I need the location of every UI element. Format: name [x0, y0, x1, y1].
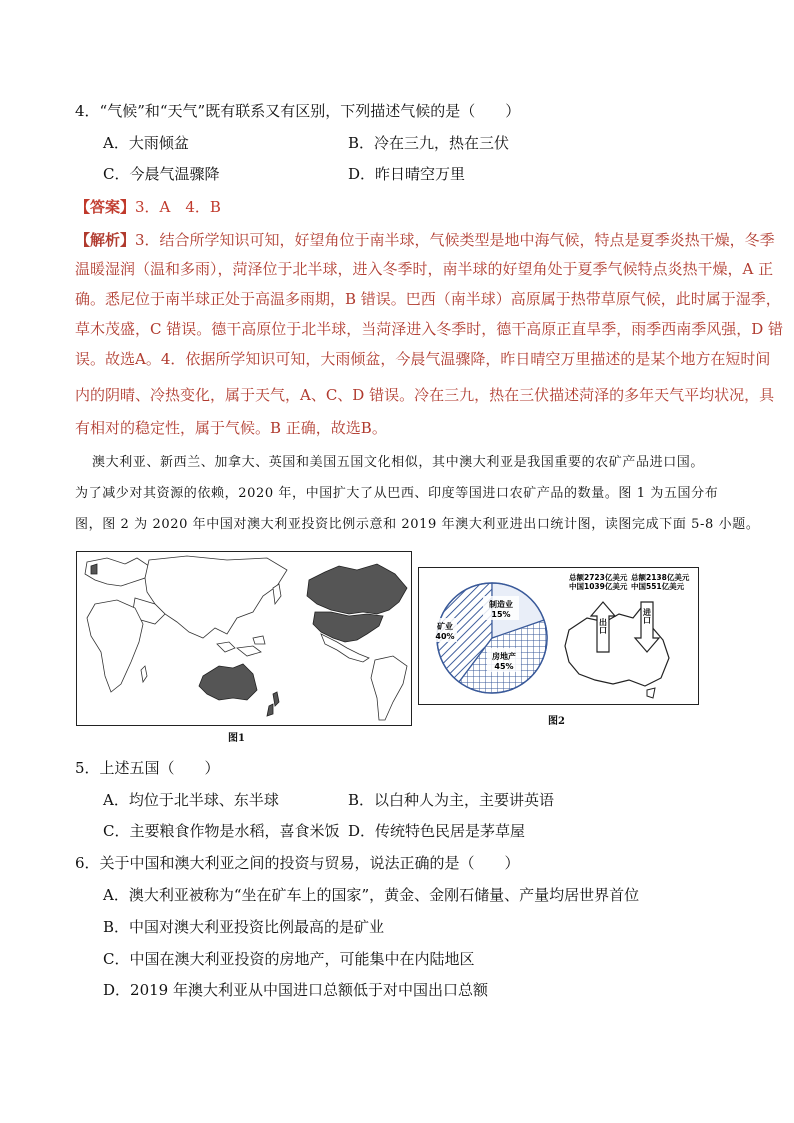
- q4-option-d: D．昨日晴空万里: [348, 165, 466, 183]
- analysis-line-3: 确。悉尼位于南半球正处于高温多雨期，B 错误。巴西（南半球）高原属于热带草原气候，此时属于湿季，: [75, 290, 781, 308]
- investment-pie: [433, 583, 547, 693]
- q4-option-b: B．冷在三九，热在三伏: [348, 134, 510, 152]
- q4-option-c: C．今晨气温骤降: [103, 165, 220, 183]
- figure1-world-map: [76, 551, 412, 726]
- china-export-label: 中国551亿美元: [631, 582, 685, 591]
- q6-stem: 6．关于中国和澳大利亚之间的投资与贸易，说法正确的是（ ）: [75, 854, 520, 872]
- passage-line-3: 图，图 2 为 2020 年中国对澳大利亚投资比例示意和 2019 年澳大利亚进出口统计图，读图完成下面 5-8 小题。: [75, 517, 760, 532]
- pie-value-mining: 40%: [435, 632, 455, 641]
- q4-stem: 4．“气候”和“天气”既有联系又有区别，下列描述气候的是（ ）: [75, 102, 521, 120]
- q5-option-d: D．传统特色民居是茅草屋: [348, 822, 526, 840]
- analysis-label: 【解析】: [75, 231, 136, 249]
- analysis-line-1: [75, 230, 775, 250]
- passage-line-1: 澳大利亚、新西兰、加拿大、英国和美国五国文化相似，其中澳大利亚是我国重要的农矿产品进口国。: [92, 455, 705, 470]
- pie-label-mining: 矿业: [437, 622, 453, 631]
- q5-stem: 5．上述五国（ ）: [75, 759, 220, 777]
- analysis-line-6: 内的阴晴、冷热变化，属于天气，A、C、D 错误。冷在三九，热在三伏描述菏泽的多年天气平均状况，具: [75, 386, 775, 404]
- q6-option-a: A．澳大利亚被称为“坐在矿车上的国家”，黄金、金刚石储量、产量均居世界首位: [103, 886, 640, 904]
- analysis-line-4: 草木茂盛，C 错误。德干高原位于北半球，当菏泽进入冬季时，德干高原正直旱季，雨季西南季风强，D 错: [75, 320, 784, 338]
- q5-option-b: B．以白种人为主，主要讲英语: [348, 791, 555, 809]
- figure2-graphic: [419, 568, 698, 704]
- pie-label-real-estate: 房地产: [492, 652, 516, 661]
- australia-trade: [565, 572, 690, 698]
- q6-option-d: D．2019 年澳大利亚从中国进口总额低于对中国出口总额: [103, 981, 488, 999]
- figure2-caption: 图2: [548, 716, 565, 727]
- analysis-line-7: 有相对的稳定性，属于气候。B 正确，故选B。: [75, 419, 387, 437]
- china-import-label: 中国1039亿美元: [569, 582, 628, 591]
- q4-option-a: A．大雨倾盆: [103, 134, 189, 152]
- answer-line: [75, 197, 221, 217]
- answer-text: 3．A 4．B: [135, 198, 221, 216]
- export-arrow-label: 出口: [598, 618, 608, 634]
- total-import-label: 总额2723亿美元: [569, 573, 628, 582]
- world-map-graphic: [77, 552, 411, 725]
- total-export-label: 总额2138亿美元: [631, 573, 690, 582]
- passage-line-2: 为了减少对其资源的依赖，2020 年，中国扩大了从巴西、印度等国进口农矿产品的数量。图 1 为五国分布: [75, 486, 719, 501]
- answer-label: 【答案】: [75, 198, 136, 216]
- q5-option-a: A．均位于北半球、东半球: [103, 791, 279, 809]
- pie-value-manufacturing: 15%: [491, 610, 511, 619]
- figure1-caption: 图1: [228, 733, 245, 744]
- q6-option-c: C．中国在澳大利亚投资的房地产，可能集中在内陆地区: [103, 950, 475, 968]
- analysis-line-2: 温暖湿润（温和多雨），菏泽位于北半球，进入冬季时，南半球的好望角处于夏季气候特点炎热干燥，A 正: [75, 260, 774, 278]
- analysis-text-1: 3．结合所学知识可知，好望角位于南半球，气候类型是地中海气候，特点是夏季炎热干燥，冬季: [135, 231, 775, 249]
- pie-label-manufacturing: 制造业: [489, 600, 513, 609]
- import-arrow-label: 进口: [642, 608, 652, 624]
- analysis-line-5: 误。故选A。4．依据所学知识可知，大雨倾盆，今晨气温骤降，昨日晴空万里描述的是某个地方在短时间: [75, 350, 771, 368]
- pie-value-real-estate: 45%: [494, 662, 514, 671]
- figure2-investment-trade: [418, 567, 699, 705]
- q5-option-c: C．主要粮食作物是水稻，喜食米饭: [103, 822, 340, 840]
- q6-option-b: B．中国对澳大利亚投资比例最高的是矿业: [103, 918, 385, 936]
- tasmania-outline: [647, 688, 655, 698]
